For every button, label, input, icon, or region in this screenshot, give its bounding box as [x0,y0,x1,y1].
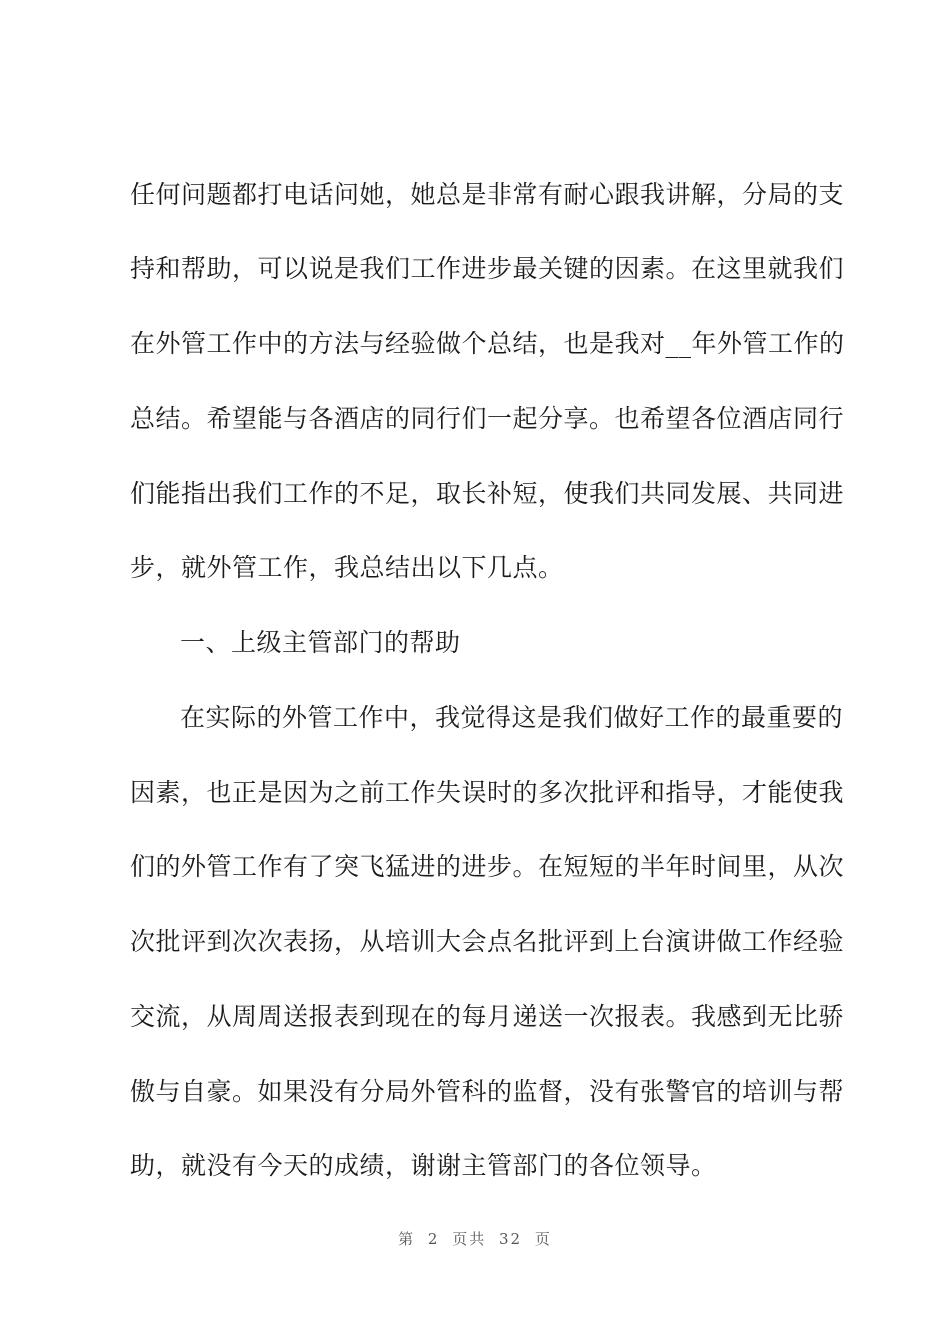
section-heading: 一、上级主管部门的帮助 [180,628,461,657]
paragraph-line: 们的外管工作有了突飞猛进的进步。在短短的半年时间里，从次 [130,852,845,881]
paragraph-line: 们能指出我们工作的不足，取长补短，使我们共同发展、共同进 [130,479,845,508]
paragraph-line: 因素，也正是因为之前工作失误时的多次批评和指导，才能使我 [130,778,845,807]
paragraph-line: 傲与自豪。如果没有分局外管科的监督，没有张警官的培训与帮 [130,1077,845,1106]
page-number-footer: 第 2 页共 32 页 [398,1230,552,1248]
paragraph-line: 交流，从周周送报表到现在的每月递送一次报表。我感到无比骄 [130,1002,845,1031]
paragraph-line: 在实际的外管工作中，我觉得这是我们做好工作的最重要的 [180,703,844,732]
paragraph-line: 总结。希望能与各酒店的同行们一起分享。也希望各位酒店同行 [130,404,845,433]
paragraph-line: 助，就没有今天的成绩，谢谢主管部门的各位领导。 [130,1151,717,1180]
paragraph-line: 次批评到次次表扬，从培训大会点名批评到上台演讲做工作经验 [130,927,845,956]
paragraph-line: 步，就外管工作，我总结出以下几点。 [130,553,564,582]
paragraph-line: 任何问题都打电话问她，她总是非常有耐心跟我讲解，分局的支 [130,180,845,209]
paragraph-line: 持和帮助，可以说是我们工作进步最关键的因素。在这里就我们 [130,254,845,283]
paragraph-line: 在外管工作中的方法与经验做个总结，也是我对__年外管工作的 [130,329,845,358]
